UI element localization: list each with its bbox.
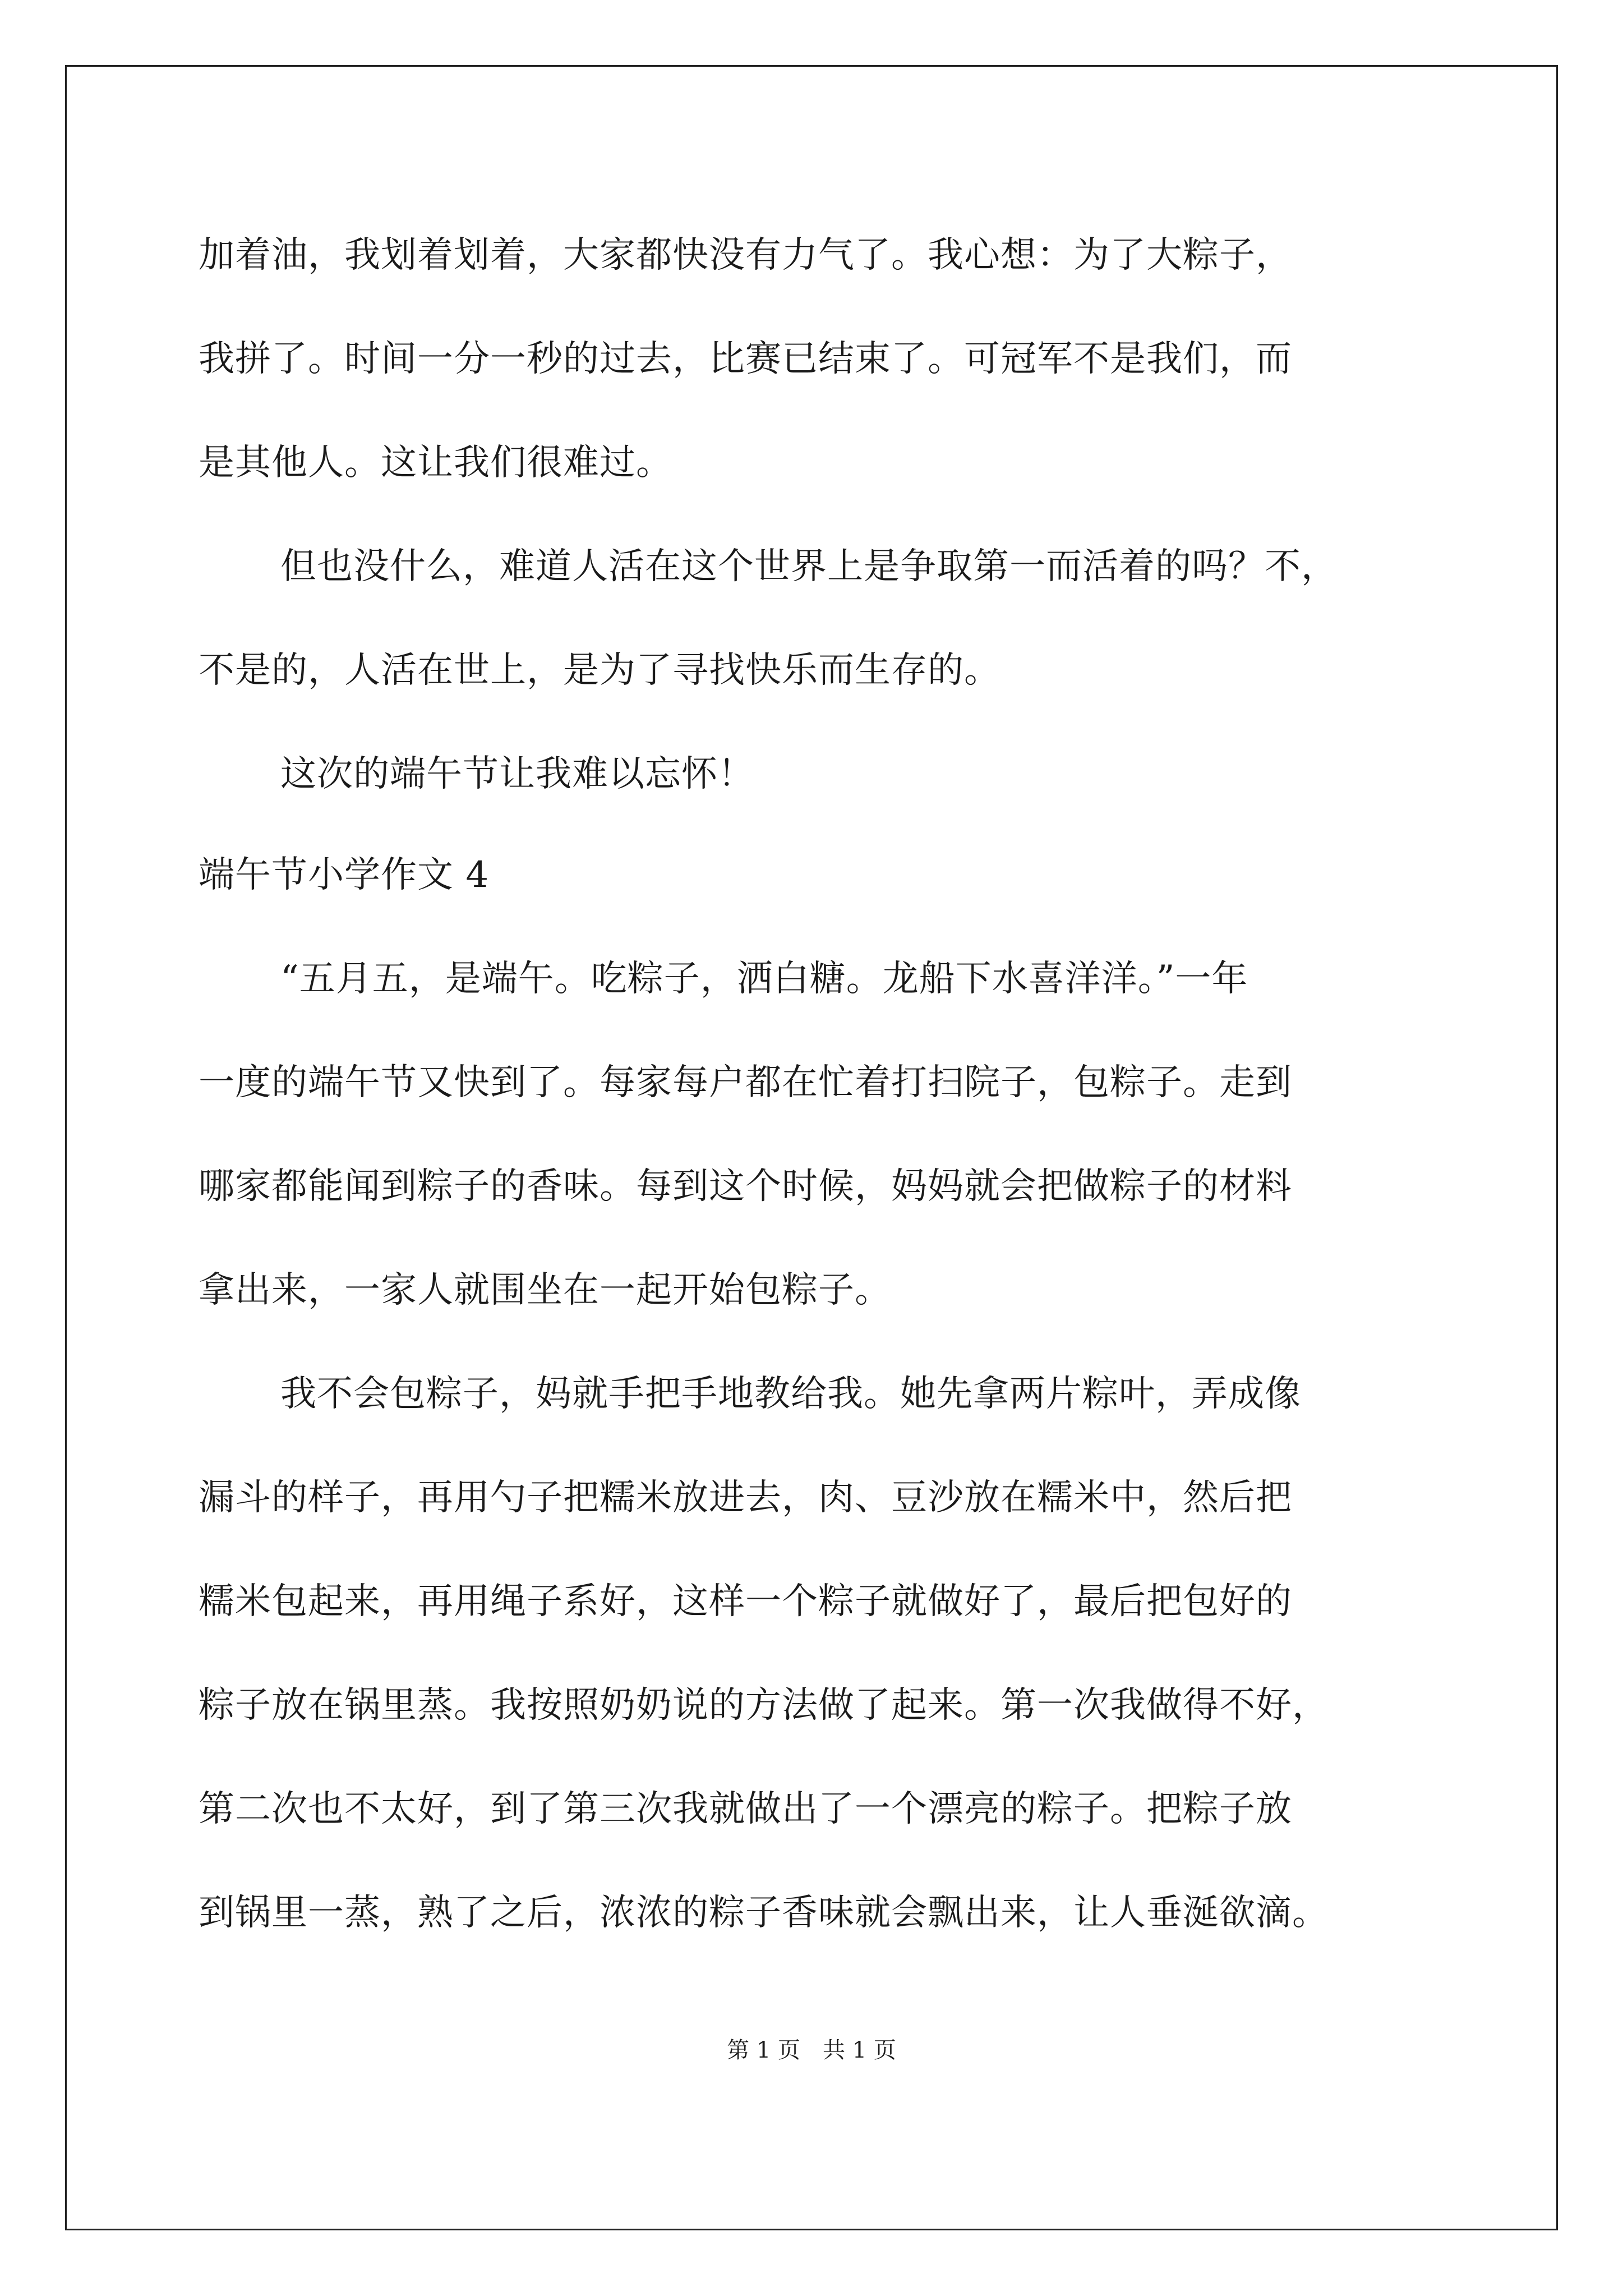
text-line: 粽子放在锅里蒸。我按照奶奶说的方法做了起来。第一次我做得不好， [199, 1685, 1329, 1726]
text-line: 拿出来，一家人就围坐在一起开始包粽子。 [199, 1269, 891, 1311]
text-line: 漏斗的样子，再用勺子把糯米放进去，肉、豆沙放在糯米中，然后把 [199, 1477, 1292, 1519]
text-line: 这次的端午节让我难以忘怀！ [280, 753, 754, 795]
text-line: 一度的端午节又快到了。每家每户都在忙着打扫院子，包粽子。走到 [199, 1062, 1292, 1103]
text-line: 我拼了。时间一分一秒的过去，比赛已结束了。可冠军不是我们，而 [199, 338, 1292, 380]
text-line: 不是的，人活在世上，是为了寻找快乐而生存的。 [199, 650, 1000, 691]
text-line: 第二次也不太好，到了第三次我就做出了一个漂亮的粽子。把粽子放 [199, 1788, 1292, 1830]
text-line: 哪家都能闻到粽子的香味。每到这个时候，妈妈就会把做粽子的材料 [199, 1166, 1292, 1207]
text-line: 加着油，我划着划着，大家都快没有力气了。我心想：为了大粽子， [199, 234, 1292, 276]
page-number-footer: 第 1 页 共 1 页 [727, 2037, 896, 2063]
text-line: 糯米包起来，再用绳子系好，这样一个粽子就做好了，最后把包好的 [199, 1581, 1292, 1622]
text-line: 我不会包粽子，妈就手把手地教给我。她先拿两片粽叶，弄成像 [280, 1373, 1301, 1415]
text-line: “五月五，是端午。吃粽子，洒白糖。龙船下水喜洋洋。”一年 [280, 958, 1248, 1000]
section-heading: 端午节小学作文 4 [199, 854, 490, 896]
text-line: 但也没什么，难道人活在这个世界上是争取第一而活着的吗？不， [280, 546, 1338, 587]
text-line: 是其他人。这让我们很难过。 [199, 442, 672, 484]
text-line: 到锅里一蒸，熟了之后，浓浓的粽子香味就会飘出来，让人垂涎欲滴。 [199, 1892, 1329, 1934]
